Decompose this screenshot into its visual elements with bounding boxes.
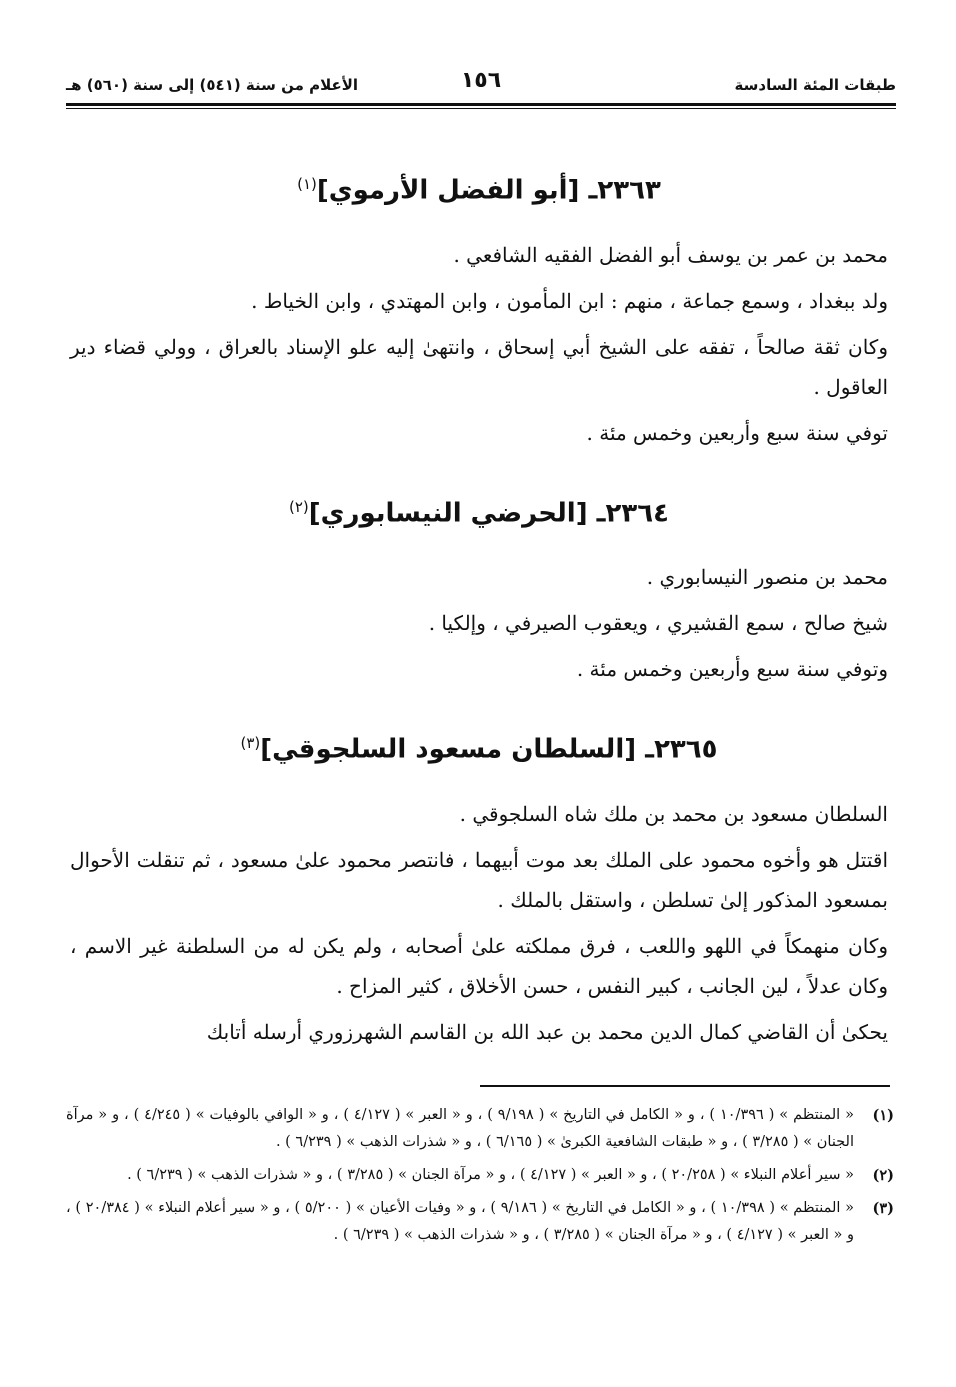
entry-paragraph: محمد بن عمر بن يوسف أبو الفضل الفقيه الشافعي . [453,242,888,267]
entry-title [70,717,888,776]
footnote-ref: (٣) [240,734,261,753]
header-range-title: الأعلام من سنة (٥٤١) إلى سنة (٥٦٠) هـ [66,76,359,94]
entry-paragraph: وكان منهمكاً في اللهو واللعب ، فرق مملكته علىٰ أصحابه ، ولم يكن له من السلطنة غير الاسم ، وكان عدلاً ، لين الجانب ، كبير النفس ، حسن الأخلاق ، كثير المزاح . [70,933,888,998]
entry-paragraph: شيخ صالح ، سمع القشيري ، ويعقوب الصيرفي ، وإلكيا . [428,611,888,636]
entry-paragraph: السلطان مسعود بن محمد بن ملك شاه السلجوقي . [459,801,888,826]
main-text [70,158,888,1058]
entry-paragraph: وكان ثقة صالحاً ، تفقه على الشيخ أبي إسحاق ، وانتهىٰ إليه علو الإسناد بالعراق ، وولي قضاء دير العاقول . [70,334,888,399]
footnote [66,1102,894,1156]
entry-paragraph: وتوفي سنة سبع وأربعين وخمس مئة . [576,657,888,682]
footnote-ref: (٢) [288,497,309,516]
entry-paragraph: اقتتل هو وأخوه محمود على الملك بعد موت أبيهما ، فانتصر محمود علىٰ مسعود ، ثم تنقلت الأحوال بمسعود المذكور إلىٰ تسلطن ، واستقل بالملك . [70,847,888,912]
footnote-text: « المنتظم » ( ١٠/٣٩٨ ) ، و « الكامل في التاريخ » ( ٩/١٨٦ ) ، و « وفيات الأعيان » ( ٥/٢٠٠ ) ، و « سير أعلام النبلاء » ( ٢٠/٣٨٤ ) ، و « العبر » ( ٤/١٢٧ ) ، و « مرآة الجنان » ( ٣/٢٨٥ ) ، و « شذرات الذهب » ( ٦/٢٣٩ ) . [66,1200,855,1243]
header-section-title: طبقات المئة السادسة [734,76,896,94]
entry [70,717,888,1052]
footnote-number: (٣) [872,1200,894,1217]
footnote [66,1195,894,1249]
footnote-text: « سير أعلام النبلاء » ( ٢٠/٢٥٨ ) ، و « العبر » ( ٤/١٢٧ ) ، و « مرآة الجنان » ( ٣/٢٨٥ ) ، و « شذرات الذهب » ( ٦/٢٣٩ ) . [127,1167,854,1183]
footnote-divider [480,1085,890,1087]
entry-title [70,481,888,540]
entry-paragraph: محمد بن منصور النيسابوري . [646,565,888,590]
page-number: ١٥٦ [460,68,502,93]
entry-title [70,158,888,217]
footnote-ref: (١) [297,175,317,193]
entry-title-text: ٢٣٦٣ـ [أبو الفضل الأرموي] [316,175,661,206]
entry-paragraph: ولد ببغداد ، وسمع جماعة ، منهم : ابن المأمون ، وابن المهتدي ، وابن الخياط . [251,288,888,313]
entry [70,481,888,690]
entry-paragraph: توفي سنة سبع وأربعين وخمس مئة . [586,420,888,445]
footnotes [66,1102,894,1255]
footnote [66,1162,894,1189]
running-header [66,66,896,100]
entry [70,158,888,453]
entry-title-text: ٢٣٦٤ـ [الحرضي النيسابوري] [308,498,670,529]
footnote-number: (٢) [872,1167,894,1184]
header-divider [66,103,896,109]
footnote-number: (١) [872,1107,894,1124]
entry-paragraph: يحكىٰ أن القاضي كمال الدين محمد بن عبد الله بن القاسم الشهرزوري أرسله أتابك [206,1019,888,1044]
footnote-text: « المنتظم » ( ١٠/٣٩٦ ) ، و « الكامل في التاريخ » ( ٩/١٩٨ ) ، و « العبر » ( ٤/١٢٧ ) ، و « الوافي بالوفيات » ( ٤/٢٤٥ ) ، و « مرآة الجنان » ( ٣/٢٨٥ ) ، و « طبقات الشافعية الكبرىٰ » ( ٦/١٦٥ ) ، و « شذرات الذهب » ( ٦/٢٣٩ ) . [66,1107,854,1150]
entry-title-text: ٢٣٦٥ـ [السلطان مسعود السلجوقي] [260,734,718,765]
